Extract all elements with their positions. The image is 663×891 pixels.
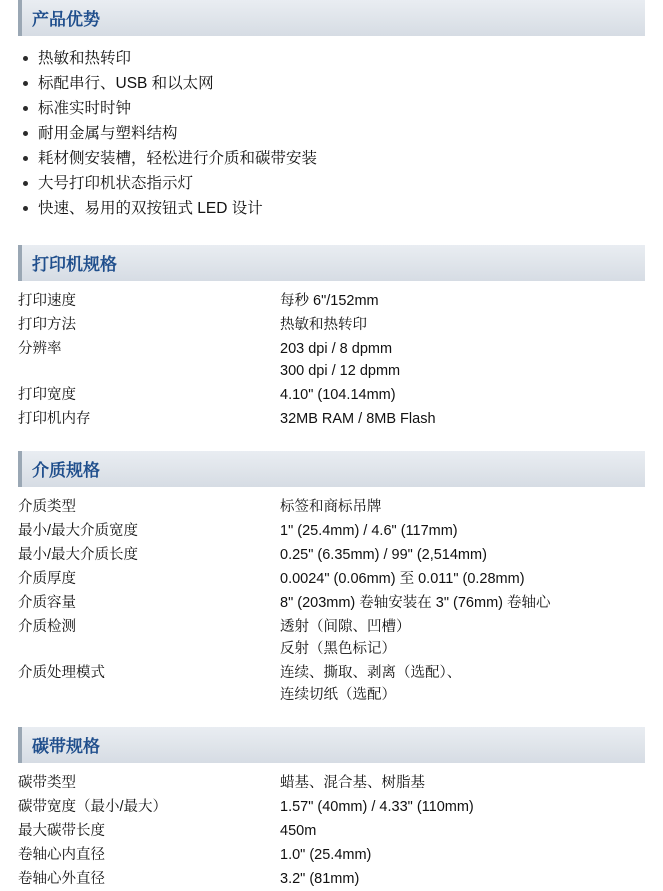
table-row	[18, 591, 645, 615]
spec-value	[280, 661, 645, 707]
section-header-media-specs: 介质规格	[18, 451, 645, 487]
spec-value: 标签和商标吊牌	[280, 499, 382, 515]
spec-label: 打印方法	[18, 317, 76, 333]
table-row	[18, 313, 645, 337]
table-row	[18, 567, 645, 591]
spec-label: 卷轴心外直径	[18, 871, 105, 887]
table-row	[18, 407, 645, 431]
spec-label: 打印速度	[18, 293, 76, 309]
spec-value: 1.0" (25.4mm)	[280, 847, 372, 863]
spec-value: 1.57" (40mm) / 4.33" (110mm)	[280, 799, 474, 815]
spec-label: 介质厚度	[18, 571, 76, 587]
list-item: 标准实时时钟	[18, 96, 645, 121]
table-row	[18, 661, 645, 707]
table-row	[18, 795, 645, 819]
spec-value-line2: 连续切纸（选配）	[280, 687, 396, 703]
spec-label: 介质类型	[18, 499, 76, 515]
spec-value-line1: 透射（间隙、凹槽）	[280, 619, 411, 635]
printer-spec-table	[18, 289, 645, 431]
spec-value: 32MB RAM / 8MB Flash	[280, 411, 436, 427]
spec-value: 450m	[280, 823, 317, 839]
spec-value: 4.10" (104.14mm)	[280, 387, 396, 403]
list-item: 快速、易用的双按钮式 LED 设计	[18, 196, 645, 221]
spec-value: 0.0024" (0.06mm) 至 0.011" (0.28mm)	[280, 571, 525, 587]
table-row	[18, 289, 645, 313]
spec-label: 分辨率	[18, 341, 62, 357]
spacer	[18, 221, 645, 245]
table-row	[18, 867, 645, 891]
spec-label: 介质检测	[18, 619, 76, 635]
spec-label: 卷轴心内直径	[18, 847, 105, 863]
table-row	[18, 543, 645, 567]
spec-value: 热敏和热转印	[280, 317, 367, 333]
list-item: 大号打印机状态指示灯	[18, 171, 645, 196]
spacer	[18, 431, 645, 451]
list-item: 热敏和热转印	[18, 46, 645, 71]
spec-label: 介质处理模式	[18, 665, 105, 681]
spec-value: 8" (203mm) 卷轴安装在 3" (76mm) 卷轴心	[280, 595, 551, 611]
table-row	[18, 843, 645, 867]
spec-label: 最大碳带长度	[18, 823, 105, 839]
spec-value-line1: 连续、撕取、剥离（选配）、	[280, 665, 462, 681]
table-row	[18, 337, 645, 383]
table-row	[18, 383, 645, 407]
section-header-ribbon-specs: 碳带规格	[18, 727, 645, 763]
spec-value: 1" (25.4mm) / 4.6" (117mm)	[280, 523, 458, 539]
table-row	[18, 819, 645, 843]
spec-label: 最小/最大介质宽度	[18, 523, 139, 539]
spec-label: 碳带宽度（最小/最大）	[18, 799, 168, 815]
table-row	[18, 495, 645, 519]
ribbon-spec-table	[18, 771, 645, 891]
spec-label: 碳带类型	[18, 775, 76, 791]
spec-label: 打印机内存	[18, 411, 91, 427]
spec-label: 打印宽度	[18, 387, 76, 403]
spec-value: 3.2" (81mm)	[280, 871, 360, 887]
section-header-benefits: 产品优势	[18, 0, 645, 36]
spec-value-line2: 反射（黑色标记）	[280, 641, 396, 657]
list-item: 耐用金属与塑料结构	[18, 121, 645, 146]
list-item: 耗材侧安装槽，轻松进行介质和碳带安装	[18, 146, 645, 171]
list-item: 标配串行、USB 和以太网	[18, 71, 645, 96]
media-spec-table	[18, 495, 645, 707]
benefits-list	[18, 36, 645, 221]
spec-value	[280, 615, 645, 661]
section-header-printer-specs: 打印机规格	[18, 245, 645, 281]
spec-value-line2: 300 dpi / 12 dpmm	[280, 363, 401, 379]
table-row	[18, 615, 645, 661]
table-row	[18, 519, 645, 543]
spec-value-line1: 203 dpi / 8 dpmm	[280, 341, 393, 357]
spec-value: 0.25" (6.35mm) / 99" (2,514mm)	[280, 547, 487, 563]
table-row	[18, 771, 645, 795]
spec-value: 每秒 6"/152mm	[280, 293, 379, 309]
spec-value: 蜡基、混合基、树脂基	[280, 775, 425, 791]
spec-label: 最小/最大介质长度	[18, 547, 139, 563]
spacer	[18, 707, 645, 727]
spec-label: 介质容量	[18, 595, 76, 611]
spec-value	[280, 337, 645, 383]
